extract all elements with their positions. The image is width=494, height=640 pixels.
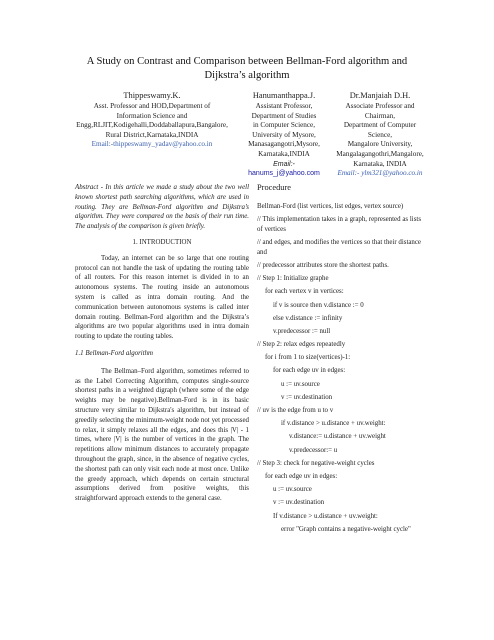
author-affiliation-line: in Computer Science, (252, 121, 316, 130)
procedure-title: Procedure (257, 183, 291, 192)
author-affiliation-line: Rural District,Karnataka,INDIA (105, 130, 199, 139)
procedure-line: // Step 3: check for negative-weight cycles (257, 459, 375, 467)
bellman-ford-paragraph: The Bellman–Ford algorithm, sometimes referred to as the Label Correcting Algorithm, computes single-source shortest paths in a weighted digraph (where some of the edge weights may be negative).Bellman-Ford is in its basic structure very similar to Dijkstra's algorithm, but instead of greedily selecting the minimum-weight node not yet processed to relax, it simply relaxes all the edges, and does this |V| - 1 times, where |V| is the number of vertices in the graph. The repetitions allow minimum distances to accurately propagate throughout the graph, since, in the absence of negative cycles, the shortest path can only visit each node at most once. Unlike the greedy approach, which depends on certain structural assumptions derived from positive weights, this straightforward approach extends to the general case. (75, 367, 249, 503)
title-line-2: Dijkstra’s algorithm (204, 70, 290, 81)
author-affiliation-line: Engg,RLJIT,Kodigehalli,Doddaballapura,Bangalore, (76, 121, 228, 130)
section-heading-introduction: 1. INTRODUCTION (132, 238, 192, 246)
procedure-line: if v.distance > u.distance + uv.weight: (281, 420, 386, 428)
author-block-3 (328, 90, 432, 179)
procedure-line: // uv is the edge from u to v (257, 407, 334, 415)
subsection-heading-bellman-ford: 1.1 Bellman-Ford algorithm (75, 349, 154, 357)
author-block-2 (243, 90, 325, 179)
author-affiliation-line: Department of Studies (251, 111, 317, 120)
author-affiliation-line: Associate Professor and (345, 102, 415, 110)
procedure-line: // predecessor attributes store the shortest paths. (257, 261, 389, 269)
author-affiliation-line: Mangalore University, (347, 140, 413, 149)
procedure-line: // Step 1: Initialize graphe (257, 275, 329, 283)
author-affiliation-line: Assistant Professor, (255, 102, 313, 110)
author-name: Hanumanthappa.J. (252, 91, 316, 100)
author-affiliation-line: Karnataka,INDIA (258, 149, 310, 158)
procedure-line: v.distance:= u.distance + uv.weight (289, 433, 386, 441)
procedure-line: v := uv.destination (273, 499, 325, 507)
author-email: Email:-thippeswamy_yadav@yahoo.co.in (91, 140, 213, 149)
procedure-line: Bellman-Ford (list vertices, list edges, vertex source) (257, 202, 404, 210)
procedure-line: for each edge uv in edges: (265, 472, 338, 480)
author-affiliation-line: Information Science and (116, 111, 188, 120)
procedure-line: If v.distance > u.distance + uv.weight: (273, 512, 378, 520)
author-email: hanums_j@yahoo.com (248, 170, 320, 178)
procedure-line: // Step 2: relax edges repeatedly (257, 341, 346, 349)
procedure-line: else v.distance := infinity (273, 314, 343, 322)
author-affiliation-line: Karnataka, INDIA (353, 159, 407, 168)
procedure-line: v.predecessor:= u (289, 446, 338, 454)
author-email: Email:- ylm321@yahoo.co.in (337, 169, 423, 178)
author-affiliation-line: Department of Computer (343, 121, 417, 130)
title-line-1: A Study on Contrast and Comparison between Bellman-Ford algorithm and (86, 56, 408, 67)
author-affiliation-line: Mangalagangothri,Mangalore, (336, 149, 424, 158)
author-name: Dr.Manjaiah D.H. (349, 91, 411, 100)
procedure-line: if v is source then v.distance := 0 (273, 301, 364, 309)
paper-title (60, 55, 434, 83)
author-affiliation-line: University of Mysore, (252, 130, 316, 139)
procedure-line: for each edge uv in edges: (273, 367, 346, 375)
intro-paragraph: Today, an internet can be so large that one routing protocol can not handle the task of updating the routing table of all routers. For this reason internet is divided in to an autonomous systems. The routing inside an autonomous system is called as intra domain routing. And the communication between autonomous systems is called inter domain routing. Bellman-Ford algorithm and the Dijkstra’s algorithms are two popular algorithms used in intra domain routing to update the routing tables. (75, 254, 249, 341)
author-affiliation-line: Science, (367, 130, 393, 139)
procedure-line: v.predecessor := null (273, 327, 331, 335)
procedure-line: // This implementation takes in a graph, represented as lists of vertices (257, 215, 421, 233)
procedure-line: error "Graph contains a negative-weight cycle" (281, 525, 411, 533)
left-column (75, 183, 249, 510)
abstract: Abstract - In this article we made a study about the two well known shortest path searching algorithms, which are used in routing. They are Bellman-Ford algorithm and Dijkstra’s algorithm. They were compared on the basis of their run time. The analysis of the comparison is given briefly. (75, 184, 249, 231)
author-name: Thippeswamy.K. (123, 91, 181, 100)
procedure-line: v := uv.destination (281, 393, 333, 401)
right-column (257, 183, 421, 535)
procedure-line: u := uv.source (281, 380, 320, 388)
author-block-1 (64, 90, 240, 150)
author-affiliation-line: Chairman, (364, 111, 396, 120)
author-email-label: Email:- (273, 160, 295, 168)
author-affiliation-line: Asst. Professor and HOD,Department of (93, 102, 211, 110)
procedure-line: // and edges, and modifies the vertices so that their distance and (257, 238, 421, 256)
procedure-line: u := uv.source (273, 486, 312, 494)
procedure-line: for each vertex v in vertices: (265, 288, 344, 296)
author-affiliation-line: Manasagangotri,Mysore, (248, 140, 320, 149)
procedure-line: for i from 1 to size(vertices)-1: (265, 354, 351, 362)
